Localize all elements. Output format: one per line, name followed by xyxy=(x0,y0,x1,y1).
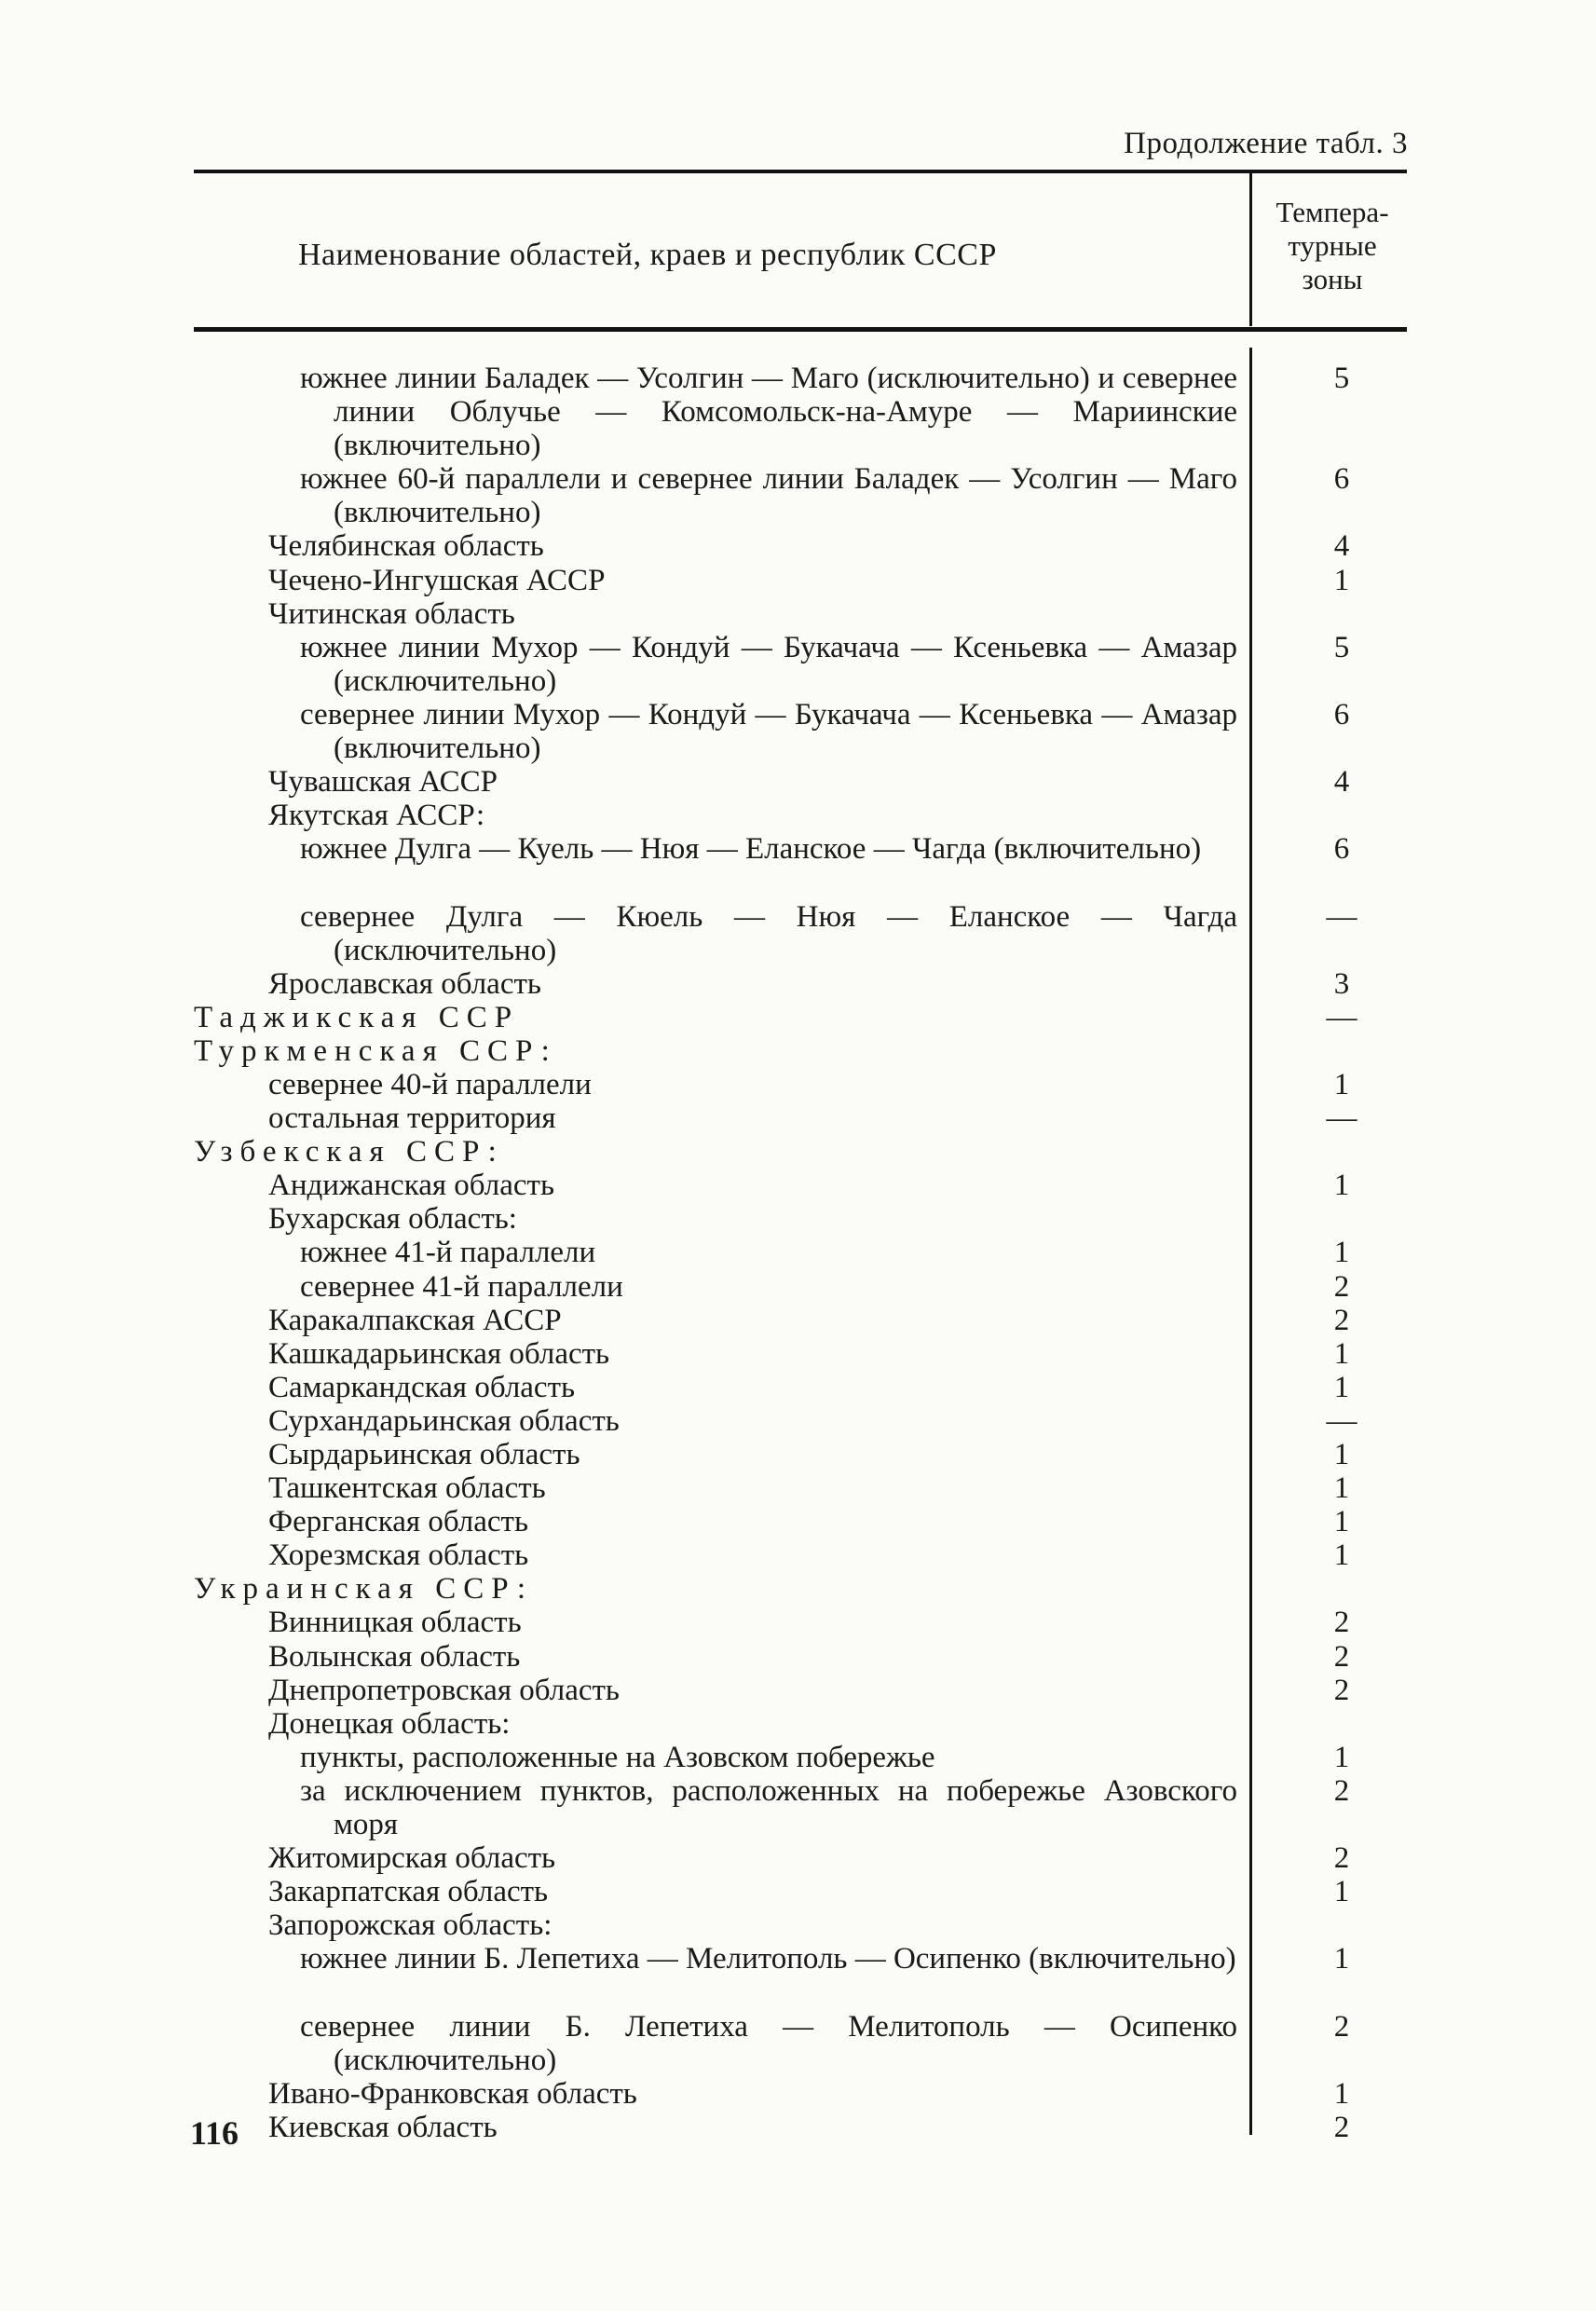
temperature-zone-value: 4 xyxy=(1333,529,1350,564)
region-name: южнее линии Баладек — Усолгин — Маго (исключительно) и севернее линии Облучье — Комсомольск-на-Амуре — Мариинские (включительно) xyxy=(300,362,1237,462)
temperature-zone-value: — xyxy=(1326,1403,1357,1438)
table-body xyxy=(0,362,1596,2144)
table-row xyxy=(0,362,1596,462)
table-row xyxy=(0,462,1596,529)
region-name: Таджикская ССР xyxy=(194,1000,520,1034)
temperature-zone-value: 1 xyxy=(1333,1942,1350,1976)
table-row xyxy=(0,1741,1596,1774)
region-name: Бухарская область: xyxy=(268,1202,517,1237)
temperature-zone-value: 6 xyxy=(1333,697,1350,732)
region-name: Андижанская область xyxy=(268,1169,555,1203)
temperature-zone-value: 1 xyxy=(1333,1438,1350,1472)
table-row xyxy=(0,1404,1596,1438)
table-continuation-caption: Продолжение табл. 3 xyxy=(1124,127,1408,160)
region-name: Запорожская область: xyxy=(268,1908,552,1943)
temperature-zone-value: 3 xyxy=(1333,966,1350,1001)
temperature-zone-value: 2 xyxy=(1333,1673,1350,1707)
table-row xyxy=(0,1236,1596,1269)
temperature-zone-value: 2 xyxy=(1333,1303,1350,1337)
column-header-zone-line: Темпера- xyxy=(1275,196,1389,228)
region-name: южнее линии Мухор — Кондуй — Букачача — Ксеньевка — Амазар (исключительно) xyxy=(300,630,1237,698)
region-name: Туркменская ССР: xyxy=(194,1033,557,1068)
region-name: за исключением пунктов, расположенных на побережье Азовского моря xyxy=(300,1773,1237,1841)
temperature-zone-value: — xyxy=(1326,899,1357,934)
header-bottom-rule xyxy=(194,327,1407,332)
temperature-zone-value: 1 xyxy=(1333,1169,1350,1203)
region-name: южнее линии Б. Лепетиха — Мелитополь — Осипенко (включительно) xyxy=(300,1942,1236,1976)
table-row xyxy=(0,1606,1596,1639)
table-row xyxy=(0,1572,1596,1606)
region-name: южнее 41-й параллели xyxy=(300,1236,596,1270)
region-name: Винницкая область xyxy=(268,1606,522,1640)
table-row xyxy=(0,1001,1596,1034)
table-row xyxy=(0,1169,1596,1202)
temperature-zone-value: 5 xyxy=(1333,630,1350,664)
column-header-zone-line: турные xyxy=(1288,229,1377,262)
table-row xyxy=(0,529,1596,563)
region-name: Ташкентская область xyxy=(268,1471,546,1506)
region-name: Украинская ССР: xyxy=(194,1572,533,1607)
region-name: Днепропетровская область xyxy=(268,1673,620,1707)
column-header-region-name: Наименование областей, краев и республик СССР xyxy=(298,238,997,272)
temperature-zone-value: 1 xyxy=(1333,1471,1350,1506)
temperature-zone-value: 2 xyxy=(1333,1606,1350,1640)
region-name: севернее Дулга — Кюель — Нюя — Еланское — Чагда (исключительно) xyxy=(300,899,1237,967)
region-name: Чувашская АССР xyxy=(268,765,498,800)
temperature-zone-value: 1 xyxy=(1333,1067,1350,1101)
temperature-zone-value: 2 xyxy=(1333,1269,1350,1304)
region-name: севернее 40-й параллели xyxy=(268,1067,592,1101)
region-name: Волынская область xyxy=(268,1639,521,1674)
region-name: Кашкадарьинская область xyxy=(268,1336,610,1371)
region-name: Закарпатская область xyxy=(268,1875,549,1909)
temperature-zone-value: 2 xyxy=(1333,1841,1350,1876)
table-row xyxy=(0,1640,1596,1674)
table-row xyxy=(0,1304,1596,1337)
region-name: южнее 60-й параллели и севернее линии Баладек — Усолгин — Маго (включительно) xyxy=(300,462,1237,530)
region-name: Ферганская область xyxy=(268,1505,529,1539)
table-row xyxy=(0,1841,1596,1875)
region-name: Каракалпакская АССР xyxy=(268,1303,562,1337)
region-name: остальная территория xyxy=(268,1101,556,1136)
table-row xyxy=(0,1068,1596,1101)
table-row xyxy=(0,1270,1596,1304)
table-row xyxy=(0,1101,1596,1135)
temperature-zone-value: — xyxy=(1326,1101,1357,1136)
table-row xyxy=(0,1202,1596,1236)
region-name: Хорезмская область xyxy=(268,1538,529,1573)
region-name: Ярославская область xyxy=(268,966,541,1001)
region-name: южнее Дулга — Куель — Нюя — Еланское — Чагда (включительно) xyxy=(300,832,1202,867)
temperature-zone-value: 1 xyxy=(1333,1740,1350,1774)
region-name: севернее линии Б. Лепетиха — Мелитополь — Осипенко (исключительно) xyxy=(300,2009,1237,2077)
table-row xyxy=(0,1707,1596,1741)
table-row xyxy=(0,1337,1596,1371)
table-row xyxy=(0,1034,1596,1068)
region-name: пункты, расположенные на Азовском побережье xyxy=(300,1740,935,1774)
temperature-zone-value: 1 xyxy=(1333,1875,1350,1909)
region-name: Донецкая область: xyxy=(268,1706,511,1741)
table-row xyxy=(0,564,1596,597)
temperature-zone-value: 1 xyxy=(1333,1538,1350,1573)
table-row xyxy=(0,631,1596,698)
region-name: Якутская АССР: xyxy=(268,799,485,833)
table-row xyxy=(0,967,1596,1001)
table-row xyxy=(0,1674,1596,1707)
page-number: 116 xyxy=(190,2114,239,2152)
region-name: Сырдарьинская область xyxy=(268,1438,580,1472)
region-name: Ивано-Франковская область xyxy=(268,2076,637,2111)
table-row xyxy=(0,1438,1596,1471)
region-name: Читинская область xyxy=(268,596,515,631)
region-name: Самаркандская область xyxy=(268,1370,576,1404)
table-row xyxy=(0,2111,1596,2144)
temperature-zone-value: 2 xyxy=(1333,2110,1350,2144)
temperature-zone-value: — xyxy=(1326,1000,1357,1034)
table-row xyxy=(0,698,1596,765)
temperature-zone-value: 1 xyxy=(1333,563,1350,597)
table-row xyxy=(0,1875,1596,1908)
table-row xyxy=(0,900,1596,967)
table-row xyxy=(0,1505,1596,1538)
temperature-zone-value: 6 xyxy=(1333,462,1350,497)
table-row xyxy=(0,2077,1596,2111)
temperature-zone-value: 2 xyxy=(1333,1639,1350,1674)
region-name: севернее 41-й параллели xyxy=(300,1269,623,1304)
temperature-zone-value: 1 xyxy=(1333,1505,1350,1539)
table-top-rule xyxy=(194,170,1407,173)
region-name: Узбекская ССР: xyxy=(194,1135,504,1169)
temperature-zone-value: 2 xyxy=(1333,1773,1350,1808)
region-name: севернее линии Мухор — Кондуй — Букачача — Ксеньевка — Амазар (включительно) xyxy=(300,697,1237,765)
table-row xyxy=(0,799,1596,832)
table-row xyxy=(0,1538,1596,1572)
temperature-zone-value: 1 xyxy=(1333,1370,1350,1404)
temperature-zone-value: 1 xyxy=(1333,1336,1350,1371)
region-name: Житомирская область xyxy=(268,1841,556,1876)
region-name: Киевская область xyxy=(268,2110,498,2144)
temperature-zone-value: 1 xyxy=(1333,2076,1350,2111)
region-name: Челябинская область xyxy=(268,529,544,564)
table-row xyxy=(0,1908,1596,1942)
temperature-zone-value: 2 xyxy=(1333,2009,1350,2044)
table-row xyxy=(0,597,1596,631)
region-name: Сурхандарьинская область xyxy=(268,1403,620,1438)
table-row xyxy=(0,1135,1596,1169)
column-header-zone-line: зоны xyxy=(1302,263,1363,295)
temperature-zone-value: 5 xyxy=(1333,362,1350,395)
table-row xyxy=(0,765,1596,799)
header-column-divider xyxy=(1249,173,1252,326)
temperature-zone-value: 4 xyxy=(1333,765,1350,800)
region-name: Чечено-Ингушская АССР xyxy=(268,563,606,597)
table-row xyxy=(0,1371,1596,1404)
column-header-temperature-zone xyxy=(1258,196,1407,296)
table-row xyxy=(0,2010,1596,2077)
table-row xyxy=(0,1471,1596,1505)
temperature-zone-value: 1 xyxy=(1333,1236,1350,1270)
temperature-zone-value: 6 xyxy=(1333,832,1350,867)
table-row xyxy=(0,832,1596,899)
table-row xyxy=(0,1774,1596,1841)
table-row xyxy=(0,1942,1596,2009)
